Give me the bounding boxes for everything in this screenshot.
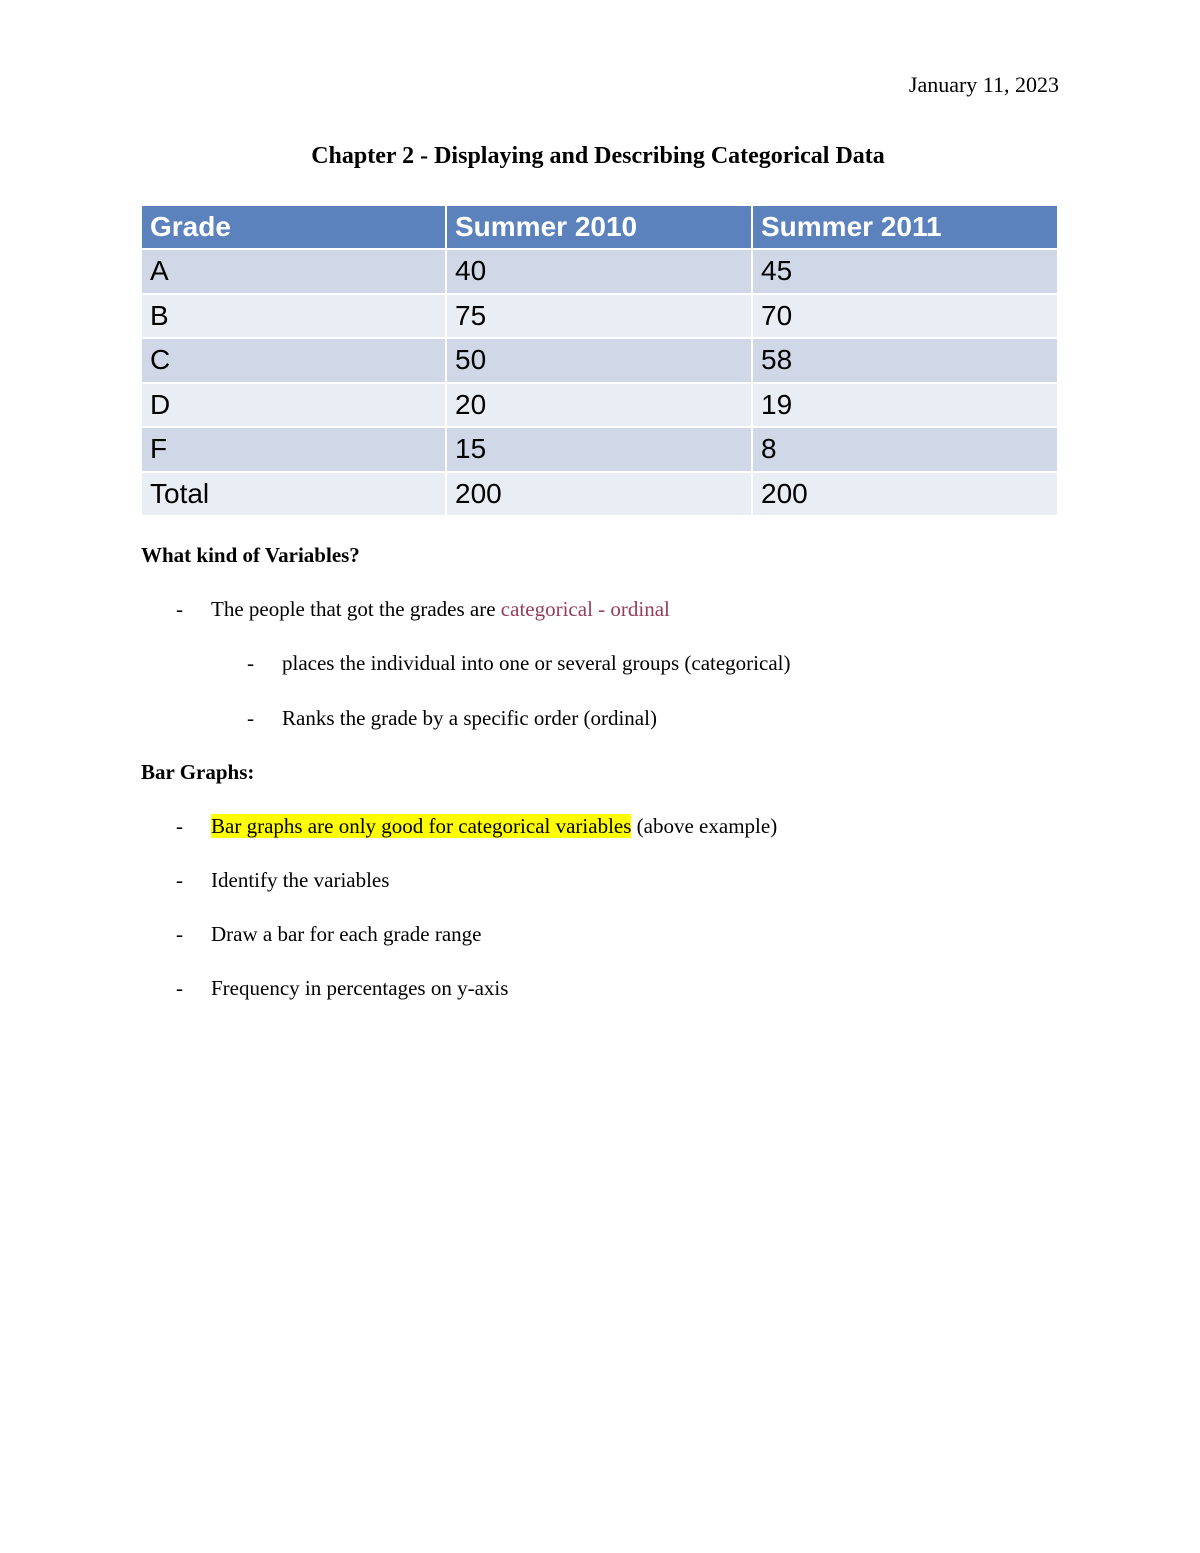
- bar-graphs-item: [211, 814, 777, 839]
- cell-2011: 70: [752, 294, 1058, 339]
- bar-graphs-heading: Bar Graphs:: [141, 760, 255, 784]
- cell-2011: 19: [752, 383, 1058, 428]
- cell-2010: 75: [446, 294, 752, 339]
- cell-2011: 200: [752, 472, 1058, 517]
- table-row: [141, 294, 1058, 339]
- cell-2010: 50: [446, 338, 752, 383]
- bar-graphs-item: Identify the variables: [211, 868, 390, 892]
- bullet-marker: -: [176, 814, 183, 838]
- highlighted-text: Bar graphs are only good for categorical variables: [211, 814, 632, 838]
- variables-item-text: The people that got the grades are: [211, 597, 501, 621]
- cell-grade: F: [141, 427, 446, 472]
- bullet-marker: -: [247, 706, 254, 730]
- table-row: [141, 383, 1058, 428]
- bullet-marker: -: [176, 976, 183, 1000]
- table-row-total: [141, 472, 1058, 517]
- variables-sub-item: places the individual into one or several groups (categorical): [282, 651, 791, 675]
- table-row: [141, 427, 1058, 472]
- bar-graphs-item: Draw a bar for each grade range: [211, 922, 482, 946]
- cell-2011: 8: [752, 427, 1058, 472]
- cell-grade: Total: [141, 472, 446, 517]
- cell-2010: 15: [446, 427, 752, 472]
- cell-2011: 45: [752, 249, 1058, 294]
- header-summer-2010: Summer 2010: [446, 205, 752, 249]
- variables-item: [211, 597, 670, 622]
- bullet-marker: -: [176, 922, 183, 946]
- cell-2011: 58: [752, 338, 1058, 383]
- cell-grade: D: [141, 383, 446, 428]
- chapter-title: Chapter 2 - Displaying and Describing Categorical Data: [311, 143, 885, 169]
- document-date: January 11, 2023: [908, 72, 1059, 97]
- grades-table: [140, 204, 1059, 517]
- bar-graphs-item-rest: (above example): [631, 814, 778, 838]
- bullet-marker: -: [176, 597, 183, 621]
- cell-2010: 40: [446, 249, 752, 294]
- table-header-row: [141, 205, 1058, 249]
- variables-heading: What kind of Variables?: [141, 543, 360, 567]
- variables-sub-item: Ranks the grade by a specific order (ordinal): [282, 706, 657, 730]
- cell-grade: A: [141, 249, 446, 294]
- cell-2010: 200: [446, 472, 752, 517]
- header-grade: Grade: [141, 205, 446, 249]
- cell-2010: 20: [446, 383, 752, 428]
- bullet-marker: -: [176, 868, 183, 892]
- variables-item-accent: categorical - ordinal: [500, 597, 670, 621]
- table-row: [141, 249, 1058, 294]
- cell-grade: C: [141, 338, 446, 383]
- bullet-marker: -: [247, 651, 254, 675]
- cell-grade: B: [141, 294, 446, 339]
- header-summer-2011: Summer 2011: [752, 205, 1058, 249]
- table-row: [141, 338, 1058, 383]
- bar-graphs-item: Frequency in percentages on y-axis: [211, 976, 509, 1000]
